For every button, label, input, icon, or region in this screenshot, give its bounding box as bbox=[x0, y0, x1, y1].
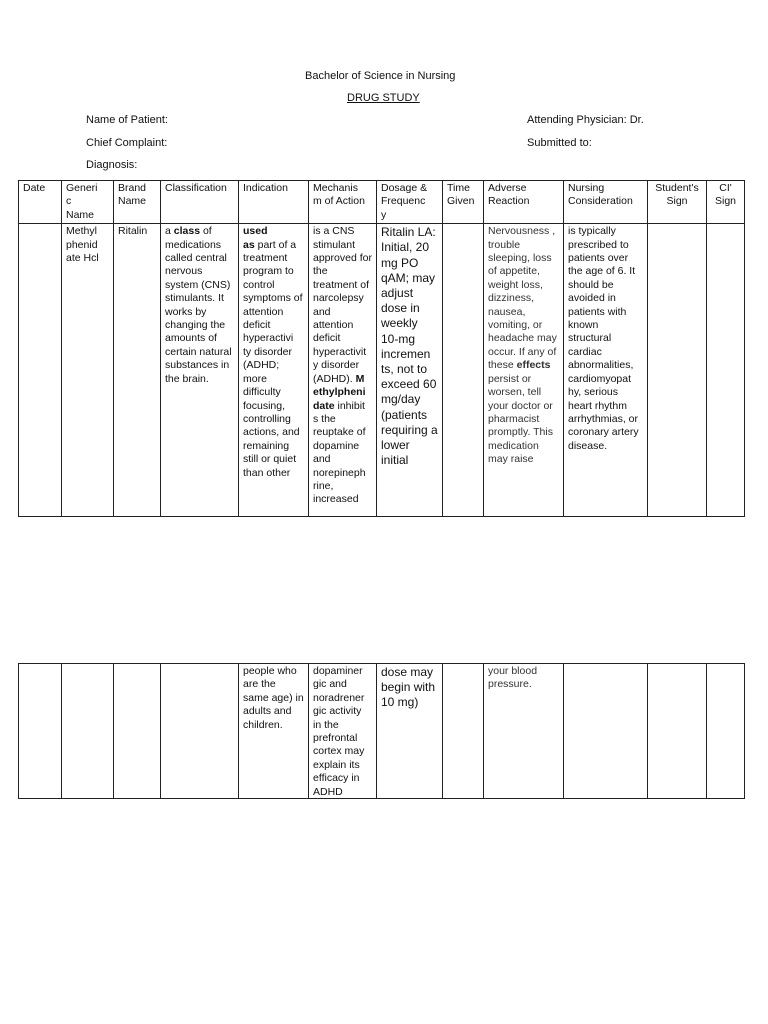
indication-cell: people who are the same age) in adults and children. bbox=[239, 664, 309, 799]
adverse-reaction-cell: your blood pressure. bbox=[484, 664, 564, 799]
drug-study-table-continued bbox=[18, 663, 745, 799]
col-dosage-header: Dosage & Frequenc y bbox=[377, 181, 443, 224]
brand-name-cell bbox=[114, 664, 161, 799]
student-sign-cell bbox=[648, 224, 707, 517]
time-given-cell bbox=[443, 664, 484, 799]
indication-cell: used as part of a treatment program to control symptoms of attention deficit hyperactivi ty disorder (ADHD; more difficulty focusing, controlling actions, and remaining still or quiet than other bbox=[239, 224, 309, 517]
name-of-patient-label: Name of Patient: bbox=[86, 114, 168, 126]
generic-name-cell: Methyl phenid ate Hcl bbox=[62, 224, 114, 517]
student-sign-cell bbox=[648, 664, 707, 799]
dosage-cell: Ritalin LA: Initial, 20 mg PO qAM; may adjust dose in weekly 10-mg incremen ts, not to exceed 60 mg/day (patients requiring a lower initial bbox=[377, 224, 443, 517]
dosage-cell: dose may begin with 10 mg) bbox=[377, 664, 443, 799]
nursing-consideration-cell bbox=[564, 664, 648, 799]
ci-sign-cell bbox=[707, 664, 745, 799]
date-cell bbox=[19, 224, 62, 517]
mechanism-cell: dopaminer gic and noradrener gic activity in the prefrontal cortex may explain its efficacy in ADHD bbox=[309, 664, 377, 799]
brand-name-cell: Ritalin bbox=[114, 224, 161, 517]
col-generic-name-header: Generi c Name bbox=[62, 181, 114, 224]
col-ci-sign-header: CI' Sign bbox=[707, 181, 745, 224]
table-row bbox=[19, 224, 745, 517]
classification-cell bbox=[161, 664, 239, 799]
submitted-to-label: Submitted to: bbox=[527, 137, 592, 149]
classification-cell: a class of medications called central nervous system (CNS) stimulants. It works by changing the amounts of certain natural substances in the brain. bbox=[161, 224, 239, 517]
diagnosis-label: Diagnosis: bbox=[86, 159, 138, 171]
col-student-sign-header: Student's Sign bbox=[648, 181, 707, 224]
chief-complaint-label: Chief Complaint: bbox=[86, 137, 168, 149]
generic-name-cell bbox=[62, 664, 114, 799]
date-cell bbox=[19, 664, 62, 799]
col-time-given-header: Time Given bbox=[443, 181, 484, 224]
table-row bbox=[19, 664, 745, 799]
col-mechanism-header: Mechanis m of Action bbox=[309, 181, 377, 224]
school-title: Bachelor of Science in Nursing bbox=[305, 70, 456, 82]
col-classification-header: Classification bbox=[161, 181, 239, 224]
col-brand-name-header: Brand Name bbox=[114, 181, 161, 224]
adverse-reaction-cell: Nervousness , trouble sleeping, loss of appetite, weight loss, dizziness, nausea, vomiting, or headache may occur. If any of these effects persist or worsen, tell your doctor or pharmacist promptly. This medication may raise bbox=[484, 224, 564, 517]
col-date-header: Date bbox=[19, 181, 62, 224]
col-indication-header: Indication bbox=[239, 181, 309, 224]
nursing-consideration-cell: is typically prescribed to patients over the age of 6. It should be avoided in patients with known structural cardiac abnormalities, cardiomyopat hy, serious heart rhythm arrhythmias, or coronary artery disease. bbox=[564, 224, 648, 517]
mechanism-cell: is a CNS stimulant approved for the treatment of narcolepsy and attention deficit hyperactivit y disorder (ADHD). M ethylpheni date inhibit s the reuptake of dopamine and norepineph rine, increased bbox=[309, 224, 377, 517]
table-header-row bbox=[19, 181, 745, 224]
col-adverse-reaction-header: Adverse Reaction bbox=[484, 181, 564, 224]
drug-study-table bbox=[18, 180, 745, 517]
ci-sign-cell bbox=[707, 224, 745, 517]
col-nursing-consideration-header: Nursing Consideration bbox=[564, 181, 648, 224]
attending-physician-label: Attending Physician: Dr. bbox=[527, 114, 644, 126]
document-title: DRUG STUDY bbox=[347, 92, 420, 104]
time-given-cell bbox=[443, 224, 484, 517]
